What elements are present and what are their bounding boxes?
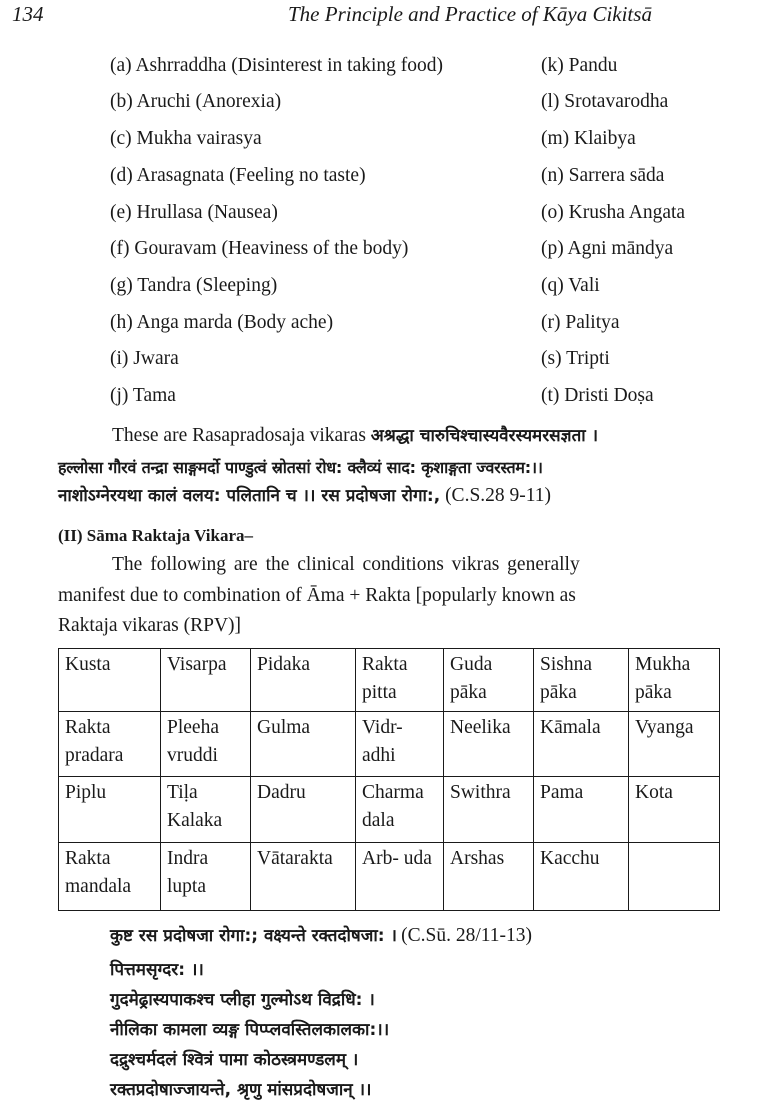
table-cell: Guda pāka (444, 649, 534, 712)
verse-line3: गुदमेढ्रास्यपाकश्च प्लीहा गुल्मोऽथ विद्रधि: । (110, 990, 375, 1010)
table-cell (629, 843, 720, 911)
list-item-right: (k) Pandu (541, 55, 618, 76)
table-cell: Kacchu (534, 843, 629, 911)
list-item-left: (g) Tandra (Sleeping) (110, 275, 278, 296)
list-item-right: (q) Vali (541, 275, 600, 296)
list-item-right: (s) Tripti (541, 348, 610, 369)
list-item-right: (t) Dristi Doṣa (541, 385, 654, 406)
table-cell: Vidr- adhi (356, 712, 444, 777)
sanskrit-text: नाशोऽग्नेरयथा कालं वलय: पलितानि च ।। रस प्रदोषजा रोगा:, (58, 486, 441, 506)
section-heading: (II) Sāma Raktaja Vikara– (58, 526, 254, 545)
table-cell: Rakta pitta (356, 649, 444, 712)
table-cell: Charma dala (356, 777, 444, 843)
list-item-right: (r) Palitya (541, 312, 620, 333)
table-cell: Rakta mandala (59, 843, 161, 911)
list-item-left: (c) Mukha vairasya (110, 128, 262, 149)
rasa-paragraph-line3 (58, 484, 551, 508)
table-cell: Pleeha vruddi (161, 712, 251, 777)
list-item-right: (m) Klaibya (541, 128, 636, 149)
table-cell: Indra lupta (161, 843, 251, 911)
table-cell: Tiḷa Kalaka (161, 777, 251, 843)
sanskrit-text: कुष्ट रस प्रदोषजा रोगा:; वक्ष्यन्ते रक्तदोषजा: । (110, 926, 397, 946)
running-title: The Principle and Practice of Kāya Cikitsā (288, 2, 652, 26)
verse-line5: दद्रुश्चर्मदलं श्वित्रं पामा कोठस्त्रमण्डलम् । (110, 1050, 359, 1070)
table-cell: Neelika (444, 712, 534, 777)
table-cell: Dadru (251, 777, 356, 843)
table-cell: Pama (534, 777, 629, 843)
table-cell: Kota (629, 777, 720, 843)
section-paragraph-line3: Raktaja vikaras (RPV)] (58, 615, 242, 636)
list-item-right: (n) Sarrera sāda (541, 165, 665, 186)
list-item-left: (b) Aruchi (Anorexia) (110, 91, 282, 112)
verse-line6: रक्तप्रदोषाज्जायन्ते, श्रृणु मांसप्रदोषजान् ।। (110, 1080, 372, 1100)
page-number: 134 (12, 2, 44, 26)
citation: (C.S.28 9-11) (445, 485, 552, 506)
section-paragraph-line2: manifest due to combination of Āma + Rakta [popularly known as (58, 585, 576, 606)
table-cell: Piplu (59, 777, 161, 843)
verse-line2: पित्तमसृग्दर: ।। (110, 960, 204, 980)
table-cell: Swithra (444, 777, 534, 843)
list-item-left: (h) Anga marda (Body ache) (110, 312, 334, 333)
list-item-left: (i) Jwara (110, 348, 179, 369)
rasa-paragraph-line1 (112, 424, 598, 448)
list-item-left: (e) Hrullasa (Nausea) (110, 202, 278, 223)
raktaja-vikara-table (58, 648, 720, 911)
list-item-left: (j) Tama (110, 385, 176, 406)
citation: (C.Sū. 28/11-13) (401, 925, 533, 946)
table-cell: Arb- uda (356, 843, 444, 911)
verse-line1 (110, 924, 532, 948)
list-item-left: (a) Ashrraddha (Disinterest in taking food) (110, 55, 444, 76)
list-item-right: (p) Agni māndya (541, 238, 674, 259)
table-cell: Visarpa (161, 649, 251, 712)
table-cell: Mukha pāka (629, 649, 720, 712)
table-cell: Vātarakta (251, 843, 356, 911)
list-item-left: (d) Arasagnata (Feeling no taste) (110, 165, 366, 186)
table-row (59, 777, 720, 843)
table-cell: Kāmala (534, 712, 629, 777)
table-cell: Pidaka (251, 649, 356, 712)
section-paragraph-line1: The following are the clinical conditions vikras generally (112, 554, 580, 575)
table-row (59, 649, 720, 712)
list-item-left: (f) Gouravam (Heaviness of the body) (110, 238, 409, 259)
table-cell: Kusta (59, 649, 161, 712)
rasa-intro: These are Rasapradosaja vikaras (112, 425, 366, 446)
list-item-right: (o) Krusha Angata (541, 202, 686, 223)
sanskrit-text: अश्रद्धा चारुचिश्चास्यवैरस्यमरसज्ञता । (370, 426, 599, 446)
table-cell: Vyanga (629, 712, 720, 777)
table-row (59, 712, 720, 777)
table-cell: Sishna pāka (534, 649, 629, 712)
list-item-right: (l) Srotavarodha (541, 91, 669, 112)
table-row (59, 843, 720, 911)
verse-line4: नीलिका कामला व्यङ्ग पिप्प्लवस्तिलकालका:।। (110, 1020, 390, 1040)
table-cell: Arshas (444, 843, 534, 911)
table-cell: Rakta pradara (59, 712, 161, 777)
table-cell: Gulma (251, 712, 356, 777)
sanskrit-line: हल्लोसा गौरवं तन्द्रा साङ्गमर्दो पाण्डुत्वं स्रोतसां रोध: क्लैव्यं साद: कृशाङ्गता ज्वरस्तम:।। (58, 458, 543, 477)
